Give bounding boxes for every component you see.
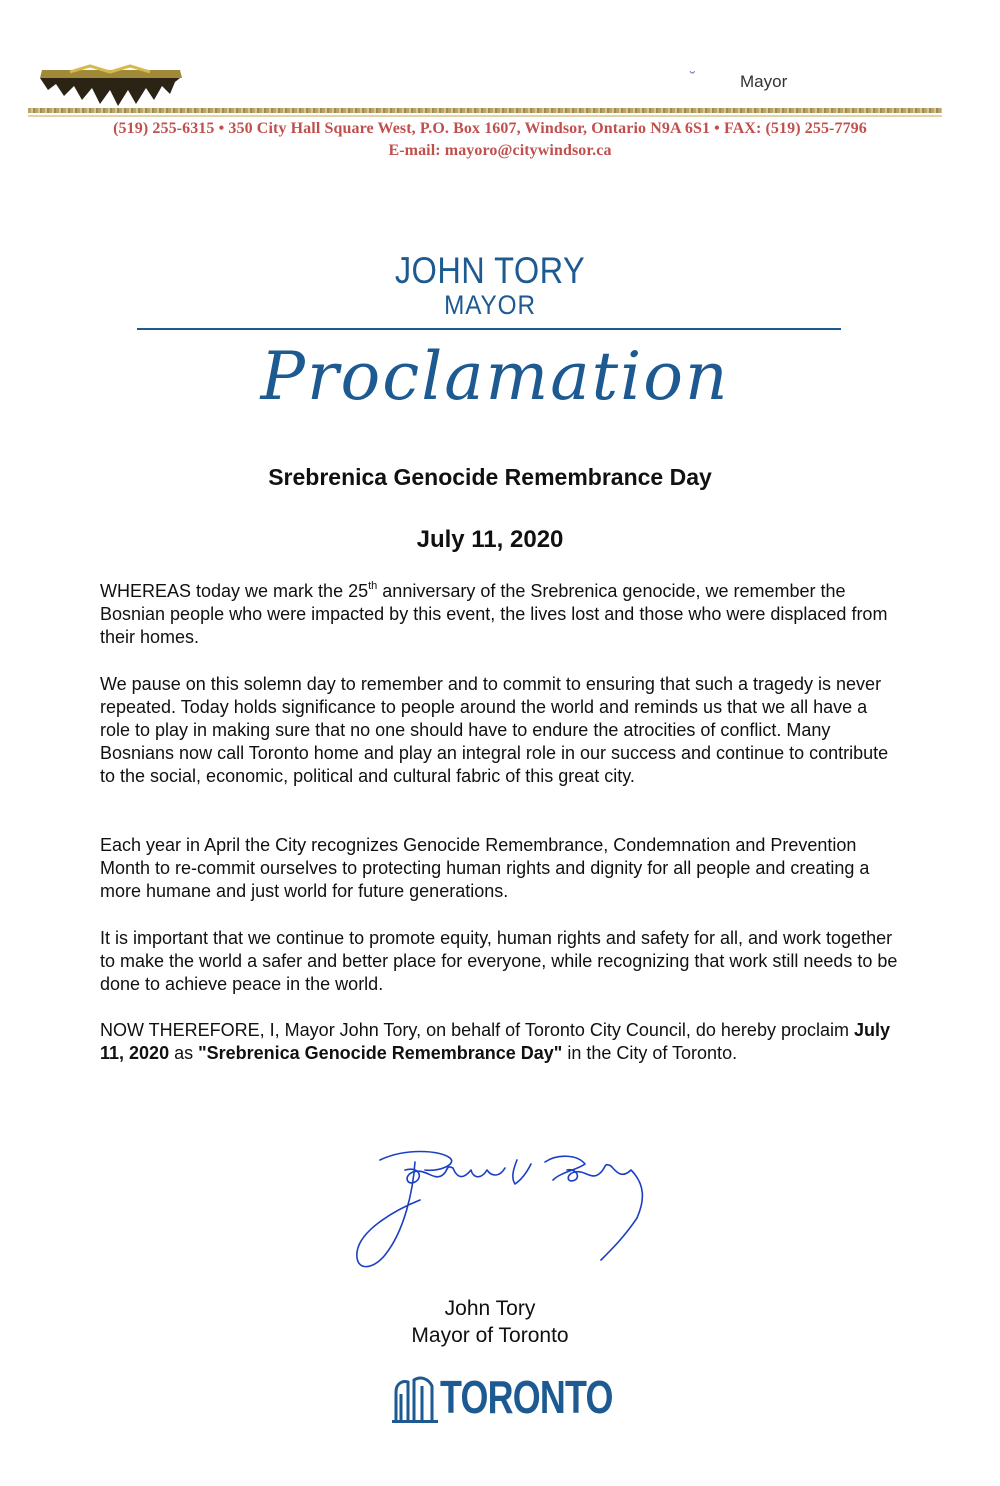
toronto-wordmark: TORONTO bbox=[440, 1371, 613, 1423]
windsor-seal-fragment bbox=[30, 60, 190, 115]
paragraph-april: Each year in April the City recognizes Genocide Remembrance, Condemnation and Prevention Month to re-commit ourselves to protecting human rights and dignity for all people and creating a more humane and just world for future generations. bbox=[100, 835, 870, 901]
paragraph-whereas bbox=[100, 580, 900, 649]
signer-title: Mayor of Toronto bbox=[411, 1324, 569, 1347]
proclamation-heading: Proclamation bbox=[260, 338, 730, 415]
check-mark-icon: ˘ bbox=[690, 70, 696, 87]
toronto-logo bbox=[392, 1371, 613, 1428]
mayor-name-heading: JOHN TORY bbox=[394, 250, 586, 291]
toronto-city-hall-icon bbox=[392, 1374, 438, 1424]
paragraph-text: as bbox=[169, 1043, 199, 1063]
paragraph-text: in the City of Toronto. bbox=[562, 1043, 738, 1063]
paragraph-text: anniversary of the Srebrenica genocide, we remember the Bosnian people who were impacted by this event, the lives lost and those who were displaced from their homes. bbox=[100, 581, 888, 647]
gold-divider-thin bbox=[28, 115, 942, 117]
proclamation-date: July 11, 2020 bbox=[416, 526, 564, 553]
windsor-email-line: E-mail: mayoro@citywindsor.ca bbox=[388, 142, 612, 159]
gold-divider bbox=[28, 108, 942, 113]
bold-day-name: "Srebrenica Genocide Remembrance Day" bbox=[198, 1043, 563, 1063]
proclamation-title: Srebrenica Genocide Remembrance Day bbox=[268, 464, 712, 490]
windsor-mayor-fragment: Mayor bbox=[740, 72, 788, 91]
paragraph-now-therefore bbox=[100, 1019, 900, 1065]
paragraph-text: NOW THEREFORE, I, Mayor John Tory, on behalf of Toronto City Council, do hereby proclaim bbox=[100, 1020, 854, 1040]
header-divider bbox=[137, 328, 841, 330]
paragraph-remember: We pause on this solemn day to remember and to commit to ensuring that such a tragedy is never repeated. Today holds significance to people around the world and reminds us that we all have a role to play in making sure that no one should have to endure the atrocities of conflict. Many Bosnians now call Toronto home and play an integral role in our success and continue to contribute to the social, economic, political and cultural fabric of this great city. bbox=[100, 674, 889, 786]
ordinal-superscript: th bbox=[368, 580, 378, 592]
mayor-title-heading: MAYOR bbox=[444, 290, 536, 320]
handwritten-signature bbox=[345, 1140, 665, 1280]
windsor-contact-line: (519) 255-6315 • 350 City Hall Square West, P.O. Box 1607, Windsor, Ontario N9A 6S1 • FAX: (519) 255-7796 bbox=[113, 120, 867, 137]
bold-date: July 11, 2020 bbox=[100, 1020, 891, 1063]
paragraph-equity: It is important that we continue to promote equity, human rights and safety for all, and work together to make the world a safer and better place for everyone, while recognizing that work still needs to be done to achieve peace in the world. bbox=[100, 928, 898, 994]
paragraph-text: WHEREAS today we mark the 25 bbox=[100, 581, 369, 601]
signer-name: John Tory bbox=[444, 1297, 536, 1320]
